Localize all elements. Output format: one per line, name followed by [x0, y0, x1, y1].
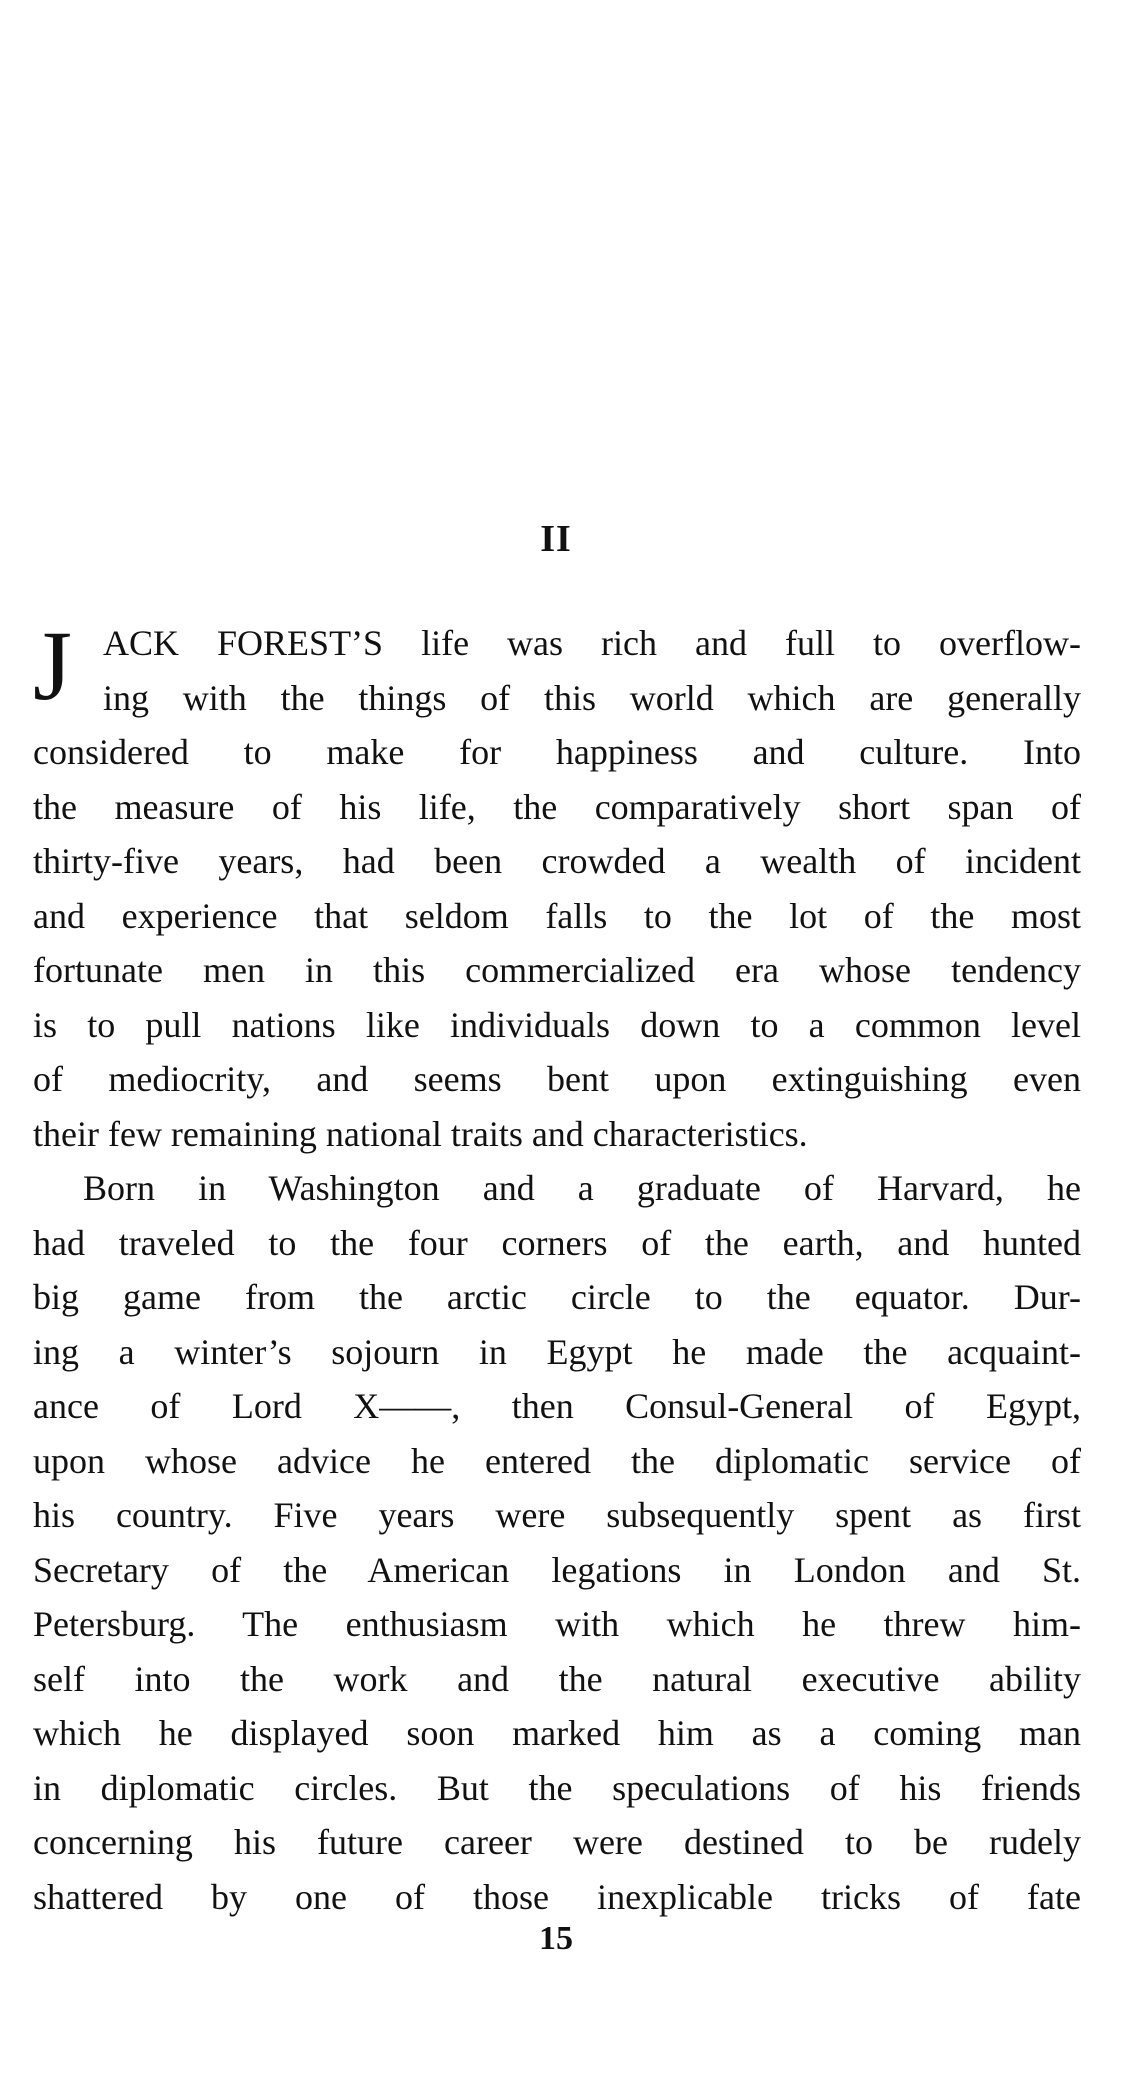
text-line: their few remaining national traits and characteristics. [33, 1113, 808, 1154]
text-line: big game from the arctic circle to the equator. Dur- [33, 1277, 1081, 1317]
text-line: self into the work and the natural executive ability [33, 1658, 1081, 1699]
text-line: his country. Five years were subsequently spent as first [33, 1495, 1081, 1535]
text-line: shattered by one of those inexplicable tricks of fate [33, 1876, 1081, 1917]
text-line: in diplomatic circles. But the speculations of his friends [33, 1767, 1081, 1808]
text-line: is to pull nations like individuals down to a common level [33, 1004, 1081, 1045]
text-line: fortunate men in this commercialized era whose tendency [33, 950, 1081, 990]
text-line: concerning his future career were destined to be rudely [33, 1822, 1081, 1862]
text-line: of mediocrity, and seems bent upon extinguishing even [33, 1059, 1081, 1099]
text-line: Petersburg. The enthusiasm with which he threw him- [33, 1604, 1081, 1644]
drop-cap: J [33, 610, 72, 721]
page-number: 15 [539, 1920, 573, 1957]
text-line: the measure of his life, the comparatively short span of [33, 786, 1081, 827]
text-line: had traveled to the four corners of the earth, and hunted [33, 1222, 1081, 1263]
text-line: which he displayed soon marked him as a coming man [33, 1713, 1081, 1753]
text-line: ance of Lord X——, then Consul-General of Egypt, [33, 1386, 1081, 1426]
text-line: upon whose advice he entered the diplomatic service of [33, 1440, 1081, 1481]
paragraph-2 [33, 1161, 1081, 1924]
text-line: thirty-five years, had been crowded a wealth of incident [33, 841, 1081, 881]
text-line: ing a winter’s sojourn in Egypt he made the acquaint- [33, 1331, 1081, 1372]
body-text [33, 610, 1081, 1924]
chapter-heading: II [540, 518, 572, 560]
text-line: Secretary of the American legations in London and St. [33, 1549, 1081, 1590]
text-line: ing with the things of this world which are generally [103, 677, 1081, 718]
text-line: Born in Washington and a graduate of Harvard, he [83, 1168, 1081, 1208]
text-line: and experience that seldom falls to the lot of the most [33, 895, 1081, 936]
text-line: ACK FOREST’S life was rich and full to overflow- [103, 623, 1081, 663]
paragraph-1 [33, 610, 1081, 1161]
text-line: considered to make for happiness and culture. Into [33, 732, 1081, 772]
